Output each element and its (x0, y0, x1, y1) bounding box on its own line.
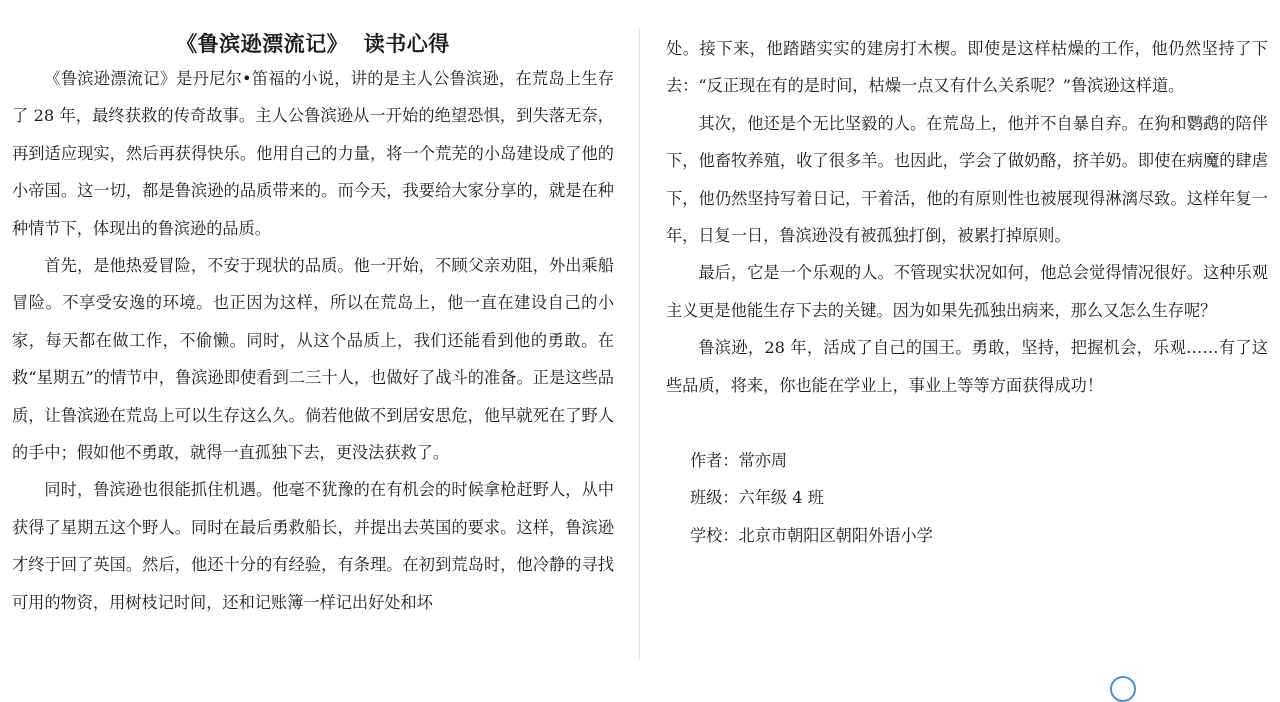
page-title: 《鲁滨逊漂流记》 读书心得 (176, 31, 450, 56)
paragraph-continued: 处。接下来，他踏踏实实的建房打木楔。即使是这样枯燥的工作，他仍然坚持了下去：“反正现在有的是时间，枯燥一点又有什么关系呢？”鲁滨逊这样道。 (666, 39, 1268, 96)
paragraph-first: 首先，是他热爱冒险，不安于现状的品质。他一开始，不顾父亲劝阻，外出乘船冒险。不享受安逸的环境。也正因为这样，所以在荒岛上，他一直在建设自己的小家，每天都在做工作，不偷懒。同时，从这个品质上，我们还能看到他的勇敢。在救“星期五”的情节中，鲁滨逊即使看到二三十人，也做好了战斗的准备。正是这些品质，让鲁滨逊在荒岛上可以生存这么久。倘若他做不到居安思危，他早就死在了野人的手中；假如他不勇敢，就得一直孤独下去，更没法获救了。 (12, 256, 614, 463)
right-page (640, 0, 1280, 682)
author-line: 作者：常亦周 (690, 451, 788, 471)
spacer (666, 404, 1268, 442)
class-line: 班级：六年级 4 班 (690, 488, 824, 508)
corner-circle-icon (1110, 676, 1136, 702)
left-page (0, 0, 640, 682)
school-line: 学校：北京市朝阳区朝阳外语小学 (690, 525, 933, 545)
paragraph-last: 最后，它是一个乐观的人。不管现实状况如何，他总会觉得情况很好。这种乐观主义更是他能生存下去的关键。因为如果先孤独出病来，那么又怎么生存呢？ (666, 263, 1268, 320)
paragraph-opportunity: 同时，鲁滨逊也很能抓住机遇。他毫不犹豫的在有机会的时候拿枪赶野人，从中获得了星期五这个野人。同时在最后勇救船长，并提出去英国的要求。这样，鲁滨逊才终于回了英国。然后，他还十分的有经验，有条理。在初到荒岛时，他冷静的寻找可用的物资，用树枝记时间，还和记账簿一样记出好处和坏 (12, 480, 614, 612)
paragraph-conclusion: 鲁滨逊，28 年，活成了自己的国王。勇敢，坚持，把握机会，乐观……有了这些品质，将来，你也能在学业上，事业上等等方面获得成功！ (666, 338, 1268, 395)
paragraph-second: 其次，他还是个无比坚毅的人。在荒岛上，他并不自暴自弃。在狗和鹦鹉的陪伴下，他畜牧养殖，收了很多羊。也因此，学会了做奶酪，挤羊奶。即使在病魔的肆虐下，他仍然坚持写着日记，干着活，他的有原则性也被展现得淋漓尽致。这样年复一年，日复一日，鲁滨逊没有被孤独打倒，被累打掉原则。 (666, 113, 1268, 246)
paragraph-intro: 《鲁滨逊漂流记》是丹尼尔•笛福的小说，讲的是主人公鲁滨逊，在荒岛上生存了 28 年，最终获救的传奇故事。主人公鲁滨逊从一开始的绝望恐惧，到失落无奈，再到适应现实，然后再获得快乐。他用自己的力量，将一个荒芜的小岛建设成了他的小帝国。这一切，都是鲁滨逊的品质带来的。而今天，我要给大家分享的，就是在种种情节下，体现出的鲁滨逊的品质。 (12, 69, 614, 238)
